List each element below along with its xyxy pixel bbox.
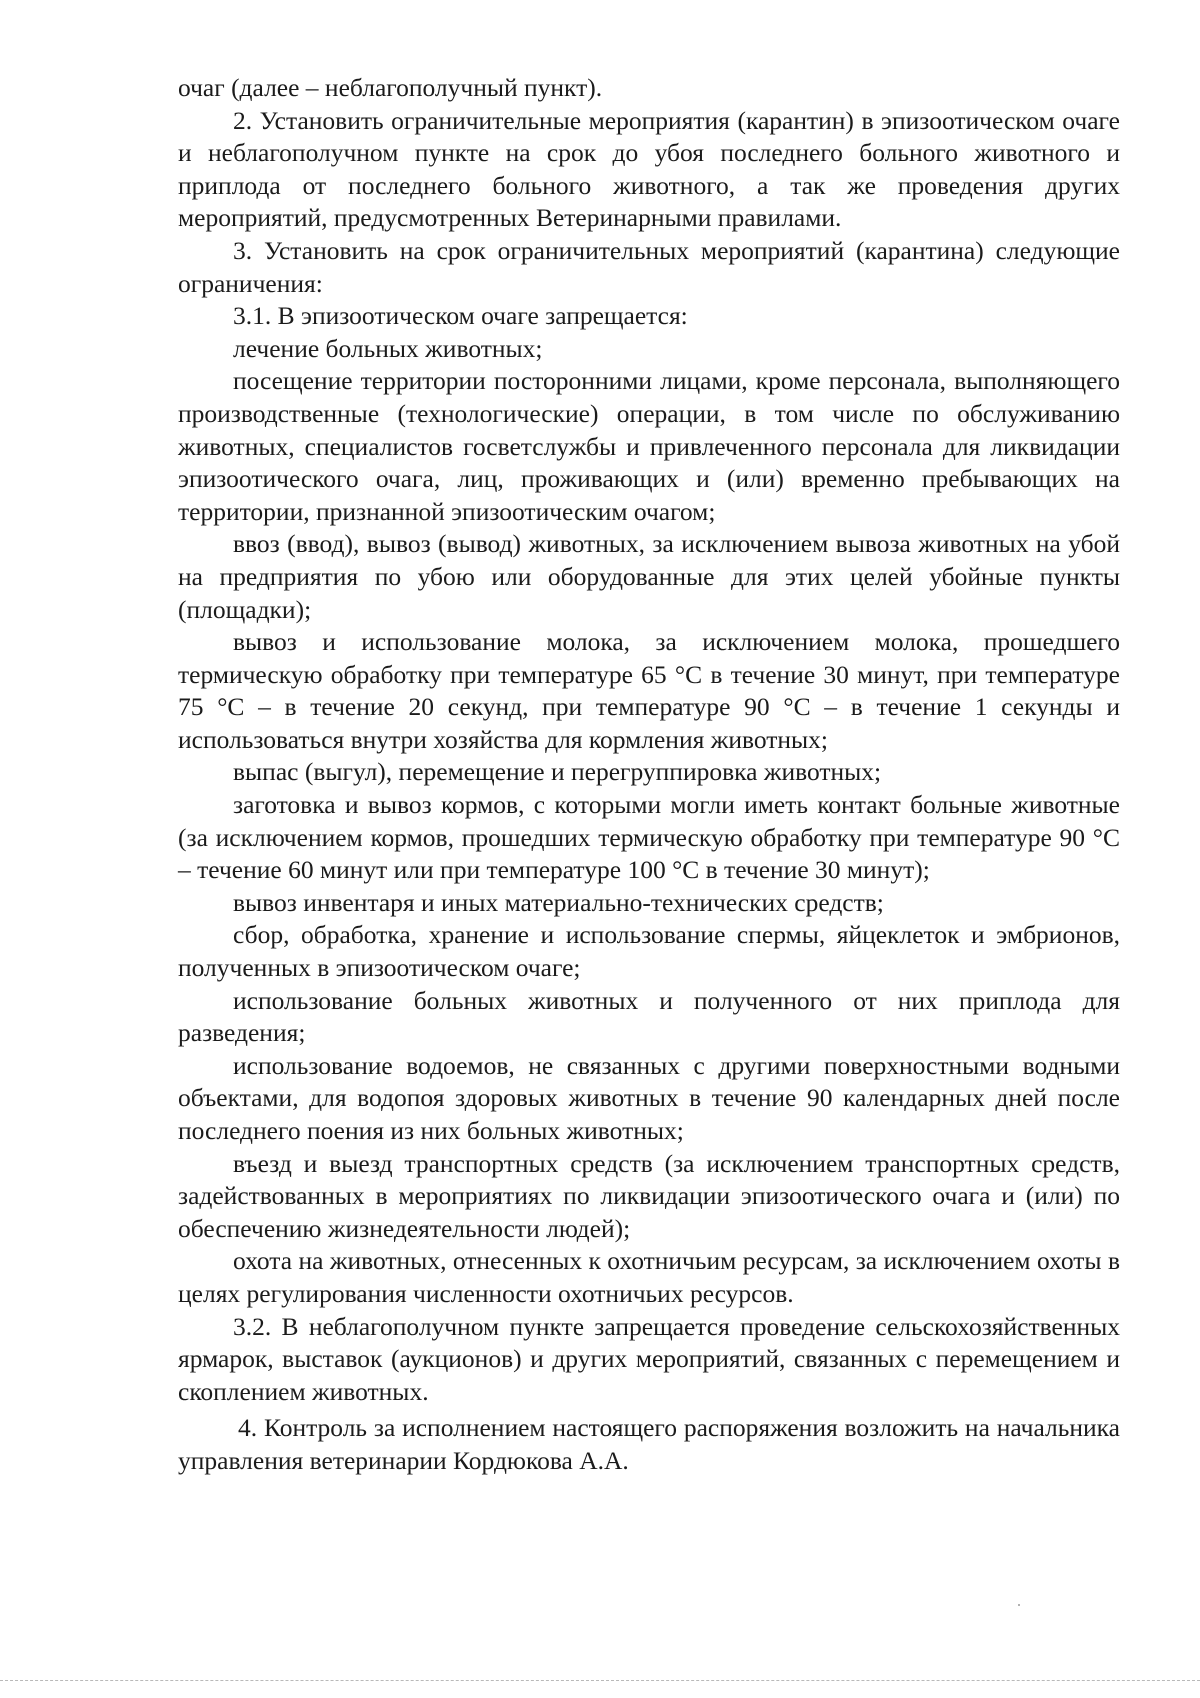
paragraph-item-3-2: 3.2. В неблагополучном пункте запрещается проведение сельскохозяйственных ярмарок, выставок (аукционов) и других мероприятий, связанных с перемещением и скоплением животных. [178, 1311, 1120, 1406]
restriction-item: использование больных животных и полученного от них приплода для разведения; [178, 985, 1120, 1048]
restriction-item: выпас (выгул), перемещение и перегруппировка животных; [233, 757, 882, 787]
scan-speck [1018, 1604, 1020, 1606]
restriction-item: сбор, обработка, хранение и использование спермы, яйцеклеток и эмбрионов, полученных в эпизоотическом очаге; [178, 920, 1120, 983]
scan-bottom-edge [0, 1680, 1200, 1681]
restriction-item: охота на животных, отнесенных к охотничьим ресурсам, за исключением охоты в целях регулирования численности охотничьих ресурсов. [178, 1246, 1120, 1308]
paragraph-item-3-1: 3.1. В эпизоотическом очаге запрещается: [233, 301, 688, 331]
restriction-item: лечение больных животных; [233, 333, 543, 363]
restriction-item: использование водоемов, не связанных с другими поверхностными водными объектами, для водопоя здоровых животных в течение 90 календарных дней после последнего поения из них больных животных; [178, 1050, 1120, 1145]
document-body [178, 72, 1120, 1478]
paragraph-item-4: 4. Контроль за исполнением настоящего распоряжения возложить на начальника управления ветеринарии Кордюкова А.А. [178, 1413, 1120, 1475]
restriction-item: въезд и выезд транспортных средств (за исключением транспортных средств, задействованных в мероприятиях по ликвидации эпизоотического очага и (или) по обеспечению жизнедеятельности людей); [178, 1148, 1120, 1243]
paragraph-item-3: 3. Установить на срок ограничительных мероприятий (карантина) следующие ограничения: [178, 235, 1120, 298]
restriction-item: посещение территории посторонними лицами, кроме персонала, выполняющего производственные (технологические) операции, в том числе по обслуживанию животных, специалистов госветслужбы и привлеченного персонала для ликвидации эпизоотического очага, лиц, проживающих и (или) временно пребывающих на территории, признанной эпизоотическим очагом; [178, 366, 1120, 526]
paragraph-item-2: 2. Установить ограничительные мероприятия (карантин) в эпизоотическом очаге и неблагополучном пункте на срок до убоя последнего больного животного и приплода от последнего больного животного, а так же проведения других мероприятий, предусмотренных Ветеринарными правилами. [178, 105, 1120, 233]
paragraph-continuation: очаг (далее – неблагополучный пункт). [178, 73, 603, 102]
restriction-item: вывоз и использование молока, за исключением молока, прошедшего термическую обработку при температуре 65 °С в течение 30 минут, при температуре 75 °С – в течение 20 секунд, при температуре 90 °С – в течение 1 секунды и использоваться внутри хозяйства для кормления животных; [178, 627, 1120, 754]
restriction-item: ввоз (ввод), вывоз (вывод) животных, за исключением вывоза животных на убой на предприятия по убою или оборудованные для этих целей убойные пункты (площадки); [178, 529, 1120, 624]
restriction-item: вывоз инвентаря и иных материально-технических средств; [233, 887, 884, 917]
restriction-item: заготовка и вывоз кормов, с которыми могли иметь контакт больные животные (за исключением кормов, прошедших термическую обработку при температуре 90 °С – течение 60 минут или при температуре 100 °С в течение 30 минут); [178, 790, 1120, 885]
